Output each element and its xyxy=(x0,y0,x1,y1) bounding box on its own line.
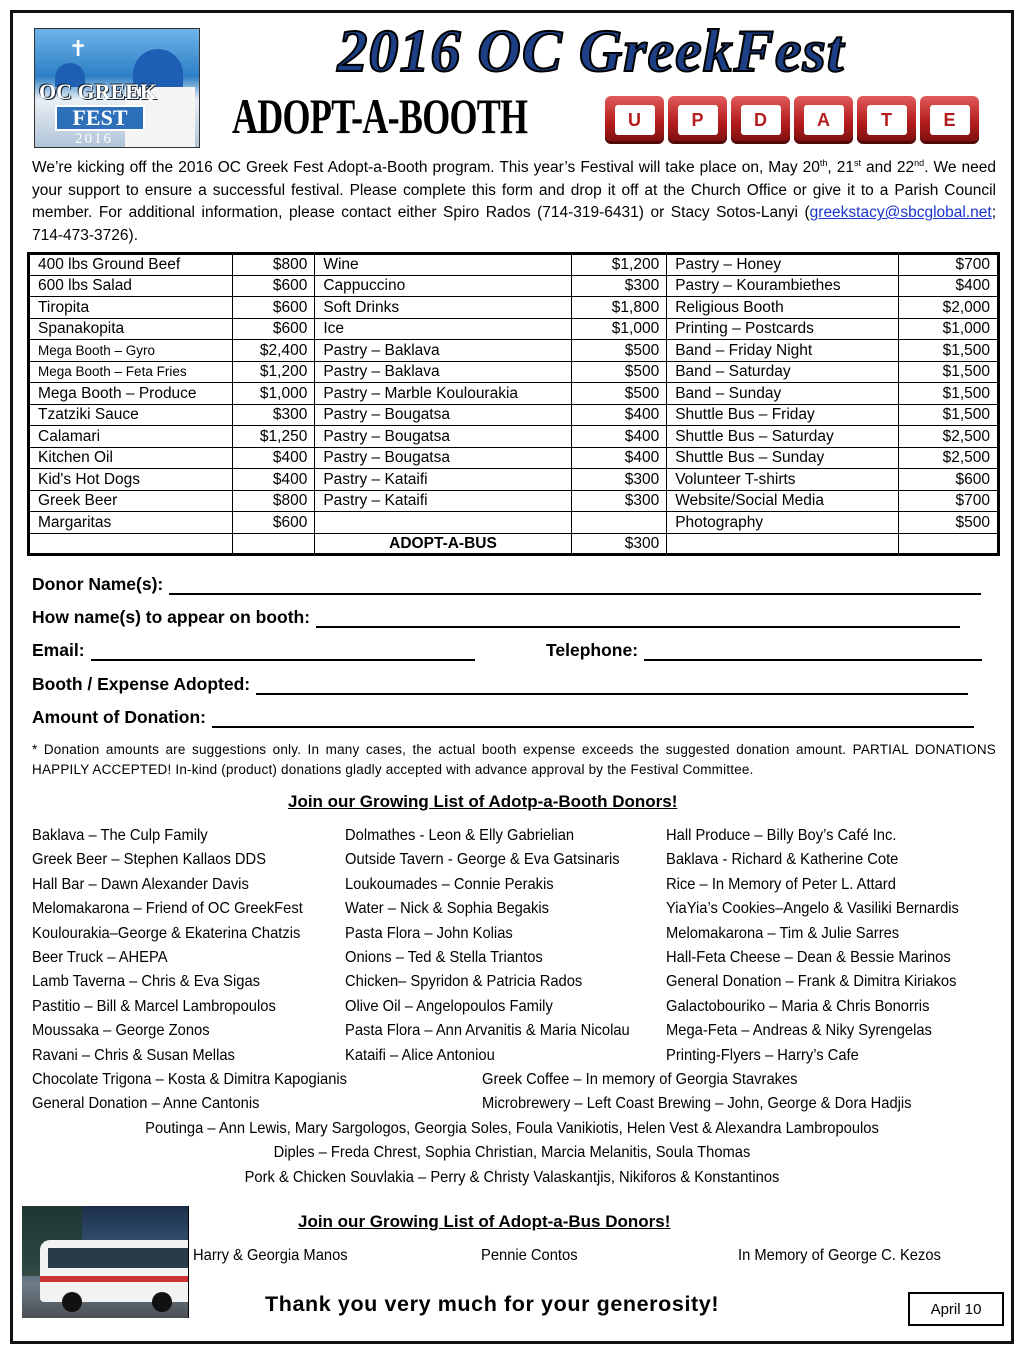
booth-price-cell: $300 xyxy=(571,275,667,297)
update-tile: T xyxy=(857,96,916,144)
booth-display-name-row xyxy=(32,607,960,628)
booth-name-cell: Cappuccino xyxy=(315,275,571,297)
donor-entry: Hall Produce – Billy Boy’s Café Inc. xyxy=(666,827,897,844)
update-tile: P xyxy=(668,96,727,144)
booth-price-cell: $1,000 xyxy=(899,318,999,340)
booth-price-cell: $300 xyxy=(571,533,667,555)
donor-entry: Kataifi – Alice Antoniou xyxy=(345,1046,495,1064)
booth-name-cell: Pastry – Bougatsa xyxy=(315,426,571,448)
booth-name-cell: Ice xyxy=(315,318,571,340)
booth-name-cell: Pastry – Kataifi xyxy=(315,469,571,491)
booth-name-cell: Religious Booth xyxy=(667,297,899,319)
booth-row xyxy=(29,447,999,469)
email-field[interactable] xyxy=(91,643,475,661)
booth-name-cell xyxy=(667,533,899,555)
donor-entry: Pork & Chicken Souvlakia – Perry & Christy Valaskantjis, Nikiforos & Konstantinos xyxy=(244,1168,780,1186)
donor-entry: Moussaka – George Zonos xyxy=(32,1022,210,1040)
donor-entry: Rice – In Memory of Peter L. Attard xyxy=(666,875,896,893)
booth-name-cell: Pastry – Baklava xyxy=(315,340,571,362)
contact-email-link[interactable]: greekstacy@sbcglobal.net xyxy=(809,204,992,222)
booth-name-cell: Calamari xyxy=(29,426,233,448)
booth-price-cell: $400 xyxy=(571,404,667,426)
oc-greek-fest-logo xyxy=(34,28,200,148)
donor-entry: General Donation – Anne Cantonis xyxy=(32,1095,260,1113)
donor-entry: General Donation – Frank & Dimitra Kiriakos xyxy=(666,973,957,991)
booth-price-cell: $1,200 xyxy=(571,254,667,276)
donor-names-field[interactable] xyxy=(169,577,981,595)
booth-price-cell: $700 xyxy=(899,254,999,276)
booth-name-cell: Margaritas xyxy=(29,512,233,534)
booth-display-name-label: How name(s) to appear on booth: xyxy=(32,607,311,627)
booth-price-cell: $2,400 xyxy=(232,340,315,362)
donor-entry: Hall-Feta Cheese – Dean & Bessie Marinos xyxy=(666,948,951,966)
booth-row xyxy=(29,404,999,426)
donor-entry: Pastitio – Bill & Marcel Lambropoulos xyxy=(32,997,276,1015)
booth-name-cell: Pastry – Marble Koulourakia xyxy=(315,383,571,405)
donor-centered-list xyxy=(0,1119,1024,1192)
booth-name-cell: Shuttle Bus – Sunday xyxy=(667,447,899,469)
booth-price-cell: $300 xyxy=(571,490,667,512)
booth-price-cell: $300 xyxy=(232,404,315,426)
donation-note: * Donation amounts are suggestions only. In many cases, the actual booth expense exceeds the suggested donation amount. PARTIAL DONATIONS HAPPILY ACCEPTED! In-kind (product) donations gladly accepted with advance approval by the Festival Committee. xyxy=(32,742,996,777)
booth-name-cell: Mega Booth – Gyro xyxy=(29,340,233,362)
update-banner xyxy=(605,96,979,144)
donor-row-left xyxy=(32,1070,374,1119)
booth-price-cell: $500 xyxy=(571,383,667,405)
booth-name-cell: Mega Booth – Feta Fries xyxy=(29,361,233,383)
donor-entry: Galactobouriko – Maria & Chris Bonorris xyxy=(666,997,930,1015)
booth-price-cell: $600 xyxy=(232,318,315,340)
booth-price-cell: $500 xyxy=(571,361,667,383)
donation-amount-label: Amount of Donation: xyxy=(32,707,206,727)
donor-column-2 xyxy=(345,826,654,1070)
booth-name-cell: Tzatziki Sauce xyxy=(29,404,233,426)
logo-text-oc-greek: OC GREEK xyxy=(39,79,157,104)
donor-names-label: Donor Name(s): xyxy=(32,574,164,594)
booth-price-cell: $1,500 xyxy=(899,404,999,426)
booth-row xyxy=(29,318,999,340)
donor-entry: Pasta Flora – John Kolias xyxy=(345,924,513,942)
donor-entry: Poutinga – Ann Lewis, Mary Sargologos, Georgia Soles, Foula Vanikiotis, Helen Vest & Alexandra Lambropoulos xyxy=(145,1120,879,1137)
booth-row xyxy=(29,254,999,276)
booth-name-cell: Pastry – Bougatsa xyxy=(315,447,571,469)
booth-name-cell: Band – Friday Night xyxy=(667,340,899,362)
booth-price-cell: $800 xyxy=(232,254,315,276)
booth-name-cell: Band – Saturday xyxy=(667,361,899,383)
donation-amount-field[interactable] xyxy=(212,710,974,728)
donor-entry: Printing-Flyers – Harry’s Cafe xyxy=(666,1046,859,1064)
booth-row xyxy=(29,383,999,405)
donor-entry: Melomakarona – Tim & Julie Sarres xyxy=(666,924,900,942)
booth-name-cell: Band – Sunday xyxy=(667,383,899,405)
logo-text-fest: FEST xyxy=(55,105,145,131)
booth-price-cell: $700 xyxy=(899,490,999,512)
booth-name-cell: Kitchen Oil xyxy=(29,447,233,469)
update-tile: D xyxy=(731,96,790,144)
booth-name-cell: Pastry – Kourambiethes xyxy=(667,275,899,297)
booth-name-cell: Volunteer T-shirts xyxy=(667,469,899,491)
booth-name-cell: Shuttle Bus – Saturday xyxy=(667,426,899,448)
booth-price-cell xyxy=(899,533,999,555)
donor-entry: Baklava - Richard & Katherine Cote xyxy=(666,851,899,869)
booth-price-cell: $1,000 xyxy=(232,383,315,405)
booth-price-cell xyxy=(232,533,315,555)
donor-entry: Chocolate Trigona – Kosta & Dimitra Kapogianis xyxy=(32,1071,348,1088)
donor-row-right xyxy=(482,1070,949,1119)
booth-price-cell: $800 xyxy=(232,490,315,512)
telephone-row xyxy=(546,640,982,661)
donor-entry: Diples – Freda Chrest, Sophia Christian, Marcia Melanitis, Soula Thomas xyxy=(273,1144,751,1162)
booth-price-cell: $300 xyxy=(571,469,667,491)
booth-name-cell: Pastry – Kataifi xyxy=(315,490,571,512)
booth-price-cell: $2,500 xyxy=(899,426,999,448)
booth-row xyxy=(29,469,999,491)
booth-price-cell: $1,800 xyxy=(571,297,667,319)
booth-name-cell: Pastry – Honey xyxy=(667,254,899,276)
donor-entry: Hall Bar – Dawn Alexander Davis xyxy=(32,875,249,893)
booth-price-cell: $1,500 xyxy=(899,361,999,383)
donor-entry: Onions – Ted & Stella Triantos xyxy=(345,948,543,966)
donor-entry: Greek Beer – Stephen Kallaos DDS xyxy=(32,851,267,869)
booth-row xyxy=(29,297,999,319)
intro-paragraph: We’re kicking off the 2016 OC Greek Fest Adopt-a-Booth program. This year’s Festival will take place on, May 20th, 21st and 22nd. We need your support to ensure a successful festival. Please complete this form and drop it off at the Church Office or give it to a Parish Council member. For additional information, please contact either Spiro Rados (714-319-6431) or Stacy Sotos-Lanyi (greekstacy@sbcglobal.net; 714-473-3726). xyxy=(32,158,997,244)
booth-price-cell: $600 xyxy=(232,275,315,297)
update-tile: U xyxy=(605,96,664,144)
booth-price-cell: $1,200 xyxy=(232,361,315,383)
telephone-field[interactable] xyxy=(644,643,982,661)
booth-name-cell: Tiropita xyxy=(29,297,233,319)
donor-entry: Outside Tavern - George & Eva Gatsinaris xyxy=(345,851,620,869)
donor-entry: Pasta Flora – Ann Arvanitis & Maria Nicolau xyxy=(345,1022,630,1040)
booth-price-cell: $2,000 xyxy=(899,297,999,319)
booth-price-cell: $1,250 xyxy=(232,426,315,448)
donor-entry: Baklava – The Culp Family xyxy=(32,827,208,844)
booth-row xyxy=(29,512,999,534)
email-row xyxy=(32,640,475,661)
page-title: 2016 OC GreekFest xyxy=(337,18,845,84)
donor-entry: Water – Nick & Sophia Begakis xyxy=(345,900,549,918)
booth-price-cell: $400 xyxy=(571,447,667,469)
donor-entry: Chicken– Spyridon & Patricia Rados xyxy=(345,973,583,991)
booth-name-cell xyxy=(29,533,233,555)
booth-adopted-field[interactable] xyxy=(256,677,968,695)
divider xyxy=(188,1206,189,1318)
booth-name-cell: Mega Booth – Produce xyxy=(29,383,233,405)
donor-entry: Dolmathes - Leon & Elly Gabrielian xyxy=(345,827,575,844)
booth-name-cell: Kid's Hot Dogs xyxy=(29,469,233,491)
booth-row xyxy=(29,275,999,297)
donor-entry: Olive Oil – Angelopoulos Family xyxy=(345,997,553,1015)
booth-name-cell: Wine xyxy=(315,254,571,276)
donor-entry: Ravani – Chris & Susan Mellas xyxy=(32,1046,235,1064)
bus-donor-2: Pennie Contos xyxy=(481,1247,578,1264)
logo-text-year: 2016 xyxy=(75,131,113,147)
booth-display-name-field[interactable] xyxy=(316,610,960,628)
booth-price-cell: $600 xyxy=(232,297,315,319)
booth-price-cell: $500 xyxy=(571,340,667,362)
donor-entry: Mega-Feta – Andreas & Niky Syrengelas xyxy=(666,1022,932,1040)
booth-name-cell: Greek Beer xyxy=(29,490,233,512)
donor-names-row xyxy=(32,574,981,595)
booth-name-cell: Pastry – Baklava xyxy=(315,361,571,383)
booth-price-cell: $400 xyxy=(232,469,315,491)
update-tile: E xyxy=(920,96,979,144)
bus-donor-1: Harry & Georgia Manos xyxy=(193,1247,348,1264)
date-box: April 10 xyxy=(908,1292,1004,1326)
booth-name-cell: Printing – Postcards xyxy=(667,318,899,340)
donor-entry: Melomakarona – Friend of OC GreekFest xyxy=(32,900,303,918)
cross-icon: ✝ xyxy=(69,37,88,62)
donor-entry: Beer Truck – AHEPA xyxy=(32,948,168,966)
bus-donors-heading: Join our Growing List of Adopt-a-Bus Donors! xyxy=(298,1212,671,1231)
booth-name-cell xyxy=(315,512,571,534)
booth-price-cell: $600 xyxy=(232,512,315,534)
booth-adopted-row xyxy=(32,674,968,695)
thank-you-message: Thank you very much for your generosity! xyxy=(265,1292,720,1316)
booth-name-cell: Shuttle Bus – Friday xyxy=(667,404,899,426)
donor-entry: Greek Coffee – In memory of Georgia Stavrakes xyxy=(482,1071,798,1088)
booth-price-cell: $1,500 xyxy=(899,340,999,362)
booth-adopted-label: Booth / Expense Adopted: xyxy=(32,674,251,694)
booth-row xyxy=(29,340,999,362)
booth-name-cell: Soft Drinks xyxy=(315,297,571,319)
booth-price-table xyxy=(27,252,1000,556)
donor-entry: Koulourakia–George & Ekaterina Chatzis xyxy=(32,924,301,942)
donor-entry: Microbrewery – Left Coast Brewing – John, George & Dora Hadjis xyxy=(482,1095,912,1113)
telephone-label: Telephone: xyxy=(546,640,639,660)
shuttle-bus-photo xyxy=(22,1206,188,1318)
booth-name-cell: 400 lbs Ground Beef xyxy=(29,254,233,276)
booth-price-cell xyxy=(571,512,667,534)
donor-entry: YiaYia’s Cookies–Angelo & Vasiliki Bernardis xyxy=(666,900,959,918)
adopt-a-booth-heading: ADOPT-A-BOOTH xyxy=(232,88,528,144)
booth-price-cell: $1,500 xyxy=(899,383,999,405)
booth-price-cell: $600 xyxy=(899,469,999,491)
donor-entry: Lamb Taverna – Chris & Eva Sigas xyxy=(32,973,261,991)
booth-name-cell: Spanakopita xyxy=(29,318,233,340)
donation-amount-row xyxy=(32,707,974,728)
booth-name-cell: 600 lbs Salad xyxy=(29,275,233,297)
booth-price-cell: $500 xyxy=(899,512,999,534)
booth-row xyxy=(29,533,999,555)
donor-entry: Loukoumades – Connie Perakis xyxy=(345,875,554,893)
update-tile: A xyxy=(794,96,853,144)
booth-row xyxy=(29,361,999,383)
booth-price-cell: $400 xyxy=(899,275,999,297)
booth-name-cell: Pastry – Bougatsa xyxy=(315,404,571,426)
booth-name-cell: ADOPT-A-BUS xyxy=(315,533,571,555)
booth-price-cell: $1,000 xyxy=(571,318,667,340)
booth-donors-heading: Join our Growing List of Adotp-a-Booth Donors! xyxy=(288,792,678,811)
booth-price-cell: $400 xyxy=(232,447,315,469)
booth-price-cell: $2,500 xyxy=(899,447,999,469)
donor-column-1 xyxy=(32,826,326,1070)
booth-name-cell: Website/Social Media xyxy=(667,490,899,512)
booth-row xyxy=(29,426,999,448)
bus-donor-3: In Memory of George C. Kezos xyxy=(738,1247,941,1264)
booth-row xyxy=(29,490,999,512)
booth-price-cell: $400 xyxy=(571,426,667,448)
booth-name-cell: Photography xyxy=(667,512,899,534)
donor-column-3 xyxy=(666,826,984,1070)
email-label: Email: xyxy=(32,640,85,660)
